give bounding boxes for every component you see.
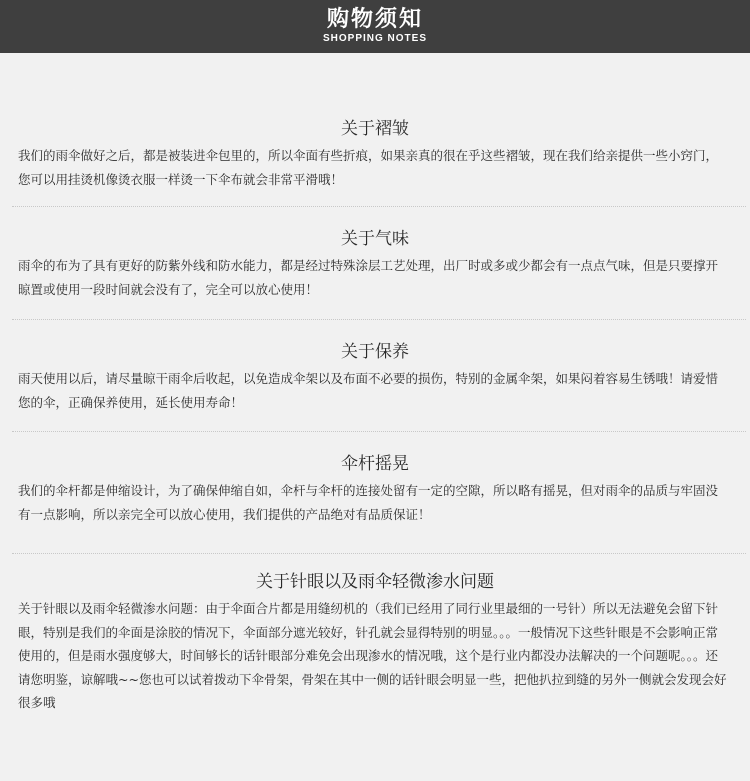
section-needle-holes	[0, 571, 750, 715]
page-subtitle: SHOPPING NOTES	[322, 33, 427, 44]
section-shaft-wobble	[0, 453, 750, 526]
section-body: 雨天使用以后，请尽量晾干雨伞后收起，以免造成伞架以及布面不必要的损伤，特别的金属伞架，如果闷着容易生锈哦！请爱惜您的伞，正确保养使用，延长使用寿命！	[18, 371, 719, 410]
section-body: 雨伞的布为了具有更好的防紫外线和防水能力，都是经过特殊涂层工艺处理，出厂时或多或少都会有一点点气味，但是只要撑开晾置或使用一段时间就会没有了，完全可以放心使用！	[18, 258, 719, 297]
page-title: 购物须知	[326, 7, 423, 32]
section-divider	[12, 206, 746, 207]
notes-content	[0, 53, 750, 781]
section-heading: 伞杆摇晃	[341, 454, 409, 474]
section-heading: 关于保养	[341, 342, 409, 362]
section-odor	[0, 228, 750, 301]
section-wrinkles	[0, 118, 750, 191]
section-heading: 关于气味	[341, 229, 409, 249]
section-body: 关于针眼以及雨伞轻微渗水问题：由于伞面合片都是用缝纫机的（我们已经用了同行业里最细的一号针）所以无法避免会留下针眼，特别是我们的伞面是涂胶的情况下，伞面部分遮光较好，针孔就会显得特别的明显。。。一般情况下这些针眼是不会影响正常使用的，但是雨水强度够大，时间够长的话针眼部分难免会出现渗水的情况哦，这个是行业内都没办法解决的一个问题呢。。。还请您明鉴，谅解哦~~您也可以试着拨动下伞骨架，骨架在其中一侧的话针眼会明显一些，把他扒拉到缝的另外一侧就会发现会好很多哦	[18, 601, 727, 710]
section-heading: 关于褶皱	[341, 119, 409, 139]
section-divider	[12, 431, 746, 432]
section-heading: 关于针眼以及雨伞轻微渗水问题	[256, 572, 494, 592]
section-divider	[12, 553, 746, 554]
section-divider	[12, 319, 746, 320]
section-body: 我们的雨伞做好之后，都是被装进伞包里的，所以伞面有些折痕，如果亲真的很在乎这些褶皱，现在我们给亲提供一些小窍门，您可以用挂烫机像烫衣服一样烫一下伞布就会非常平滑哦！	[18, 148, 719, 187]
section-body: 我们的伞杆都是伸缩设计，为了确保伸缩自如，伞杆与伞杆的连接处留有一定的空隙，所以略有摇晃，但对雨伞的品质与牢固没有一点影响，所以亲完全可以放心使用，我们提供的产品绝对有品质保证！	[18, 483, 719, 522]
section-maintenance	[0, 341, 750, 414]
page-header	[0, 0, 750, 53]
